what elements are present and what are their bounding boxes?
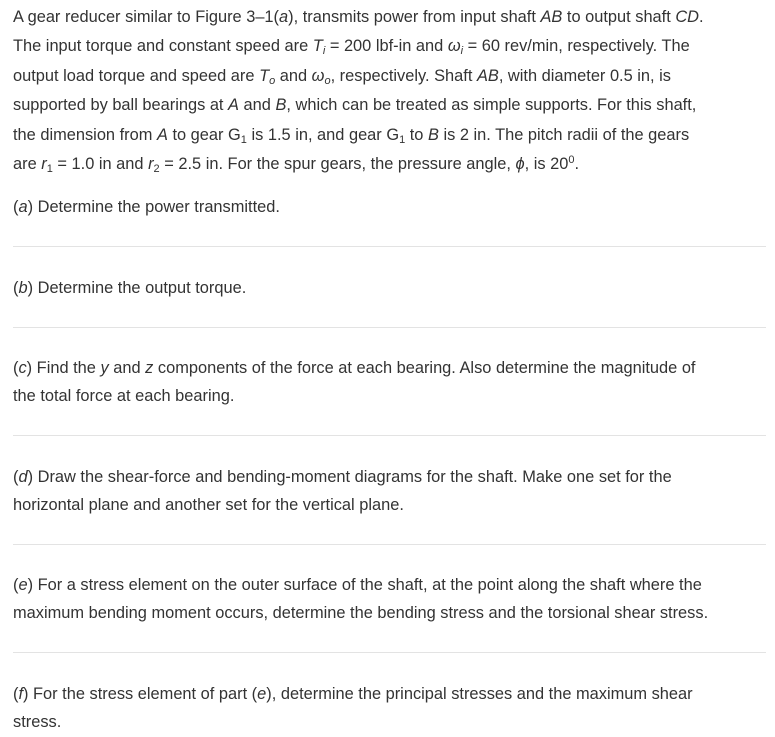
- divider: [13, 652, 766, 653]
- part-a: (a) Determine the power transmitted.: [13, 198, 280, 216]
- statement-line-5: the dimension from A to gear $G_1$ is 1.5 in, and gear $G_1$ to B is 2 in. The pitch radii of the gears: [13, 125, 690, 146]
- divider: [13, 327, 766, 328]
- divider: [13, 435, 766, 436]
- problem-statement: [13, 3, 769, 179]
- statement-line-1: A gear reducer similar to Figure 3–1(a), transmits power from input shaft AB to output shaft CD.: [13, 8, 704, 26]
- divider: [13, 246, 766, 247]
- statement-line-4: supported by ball bearings at A and B, which can be treated as simple supports. For this shaft,: [13, 96, 697, 115]
- part-c: (c) Find the y and z components of the force at each bearing. Also determine the magnitude of the total force at each bearing.: [13, 359, 696, 405]
- statement-line-3: output load torque and speed are $T_o$ and $\omega_o$, respectively. Shaft AB, with diameter 0.5 in, is: [13, 66, 671, 87]
- part-d: (d) Draw the shear-force and bending-moment diagrams for the shaft. Make one set for the horizontal plane and another set for the vertical plane.: [13, 468, 672, 514]
- part-f: (f) For the stress element of part (e), determine the principal stresses and the maximum shear stress.: [13, 685, 693, 731]
- statement-line-6: are $r_1 = 1.0$ in and $r_2 = 2.5$ in. For the spur gears, the pressure angle, ϕ, is $20^0$.: [13, 154, 580, 176]
- part-b: (b) Determine the output torque.: [13, 279, 247, 297]
- divider: [13, 544, 766, 545]
- part-e: (e) For a stress element on the outer surface of the shaft, at the point along the shaft where the maximum bending moment occurs, determine the bending stress and the torsional shear stress.: [13, 576, 709, 622]
- statement-line-2: The input torque and constant speed are $T_i = 200$ lbf-in and $\omega_i = 60$ rev/min, respectively. The: [13, 37, 690, 58]
